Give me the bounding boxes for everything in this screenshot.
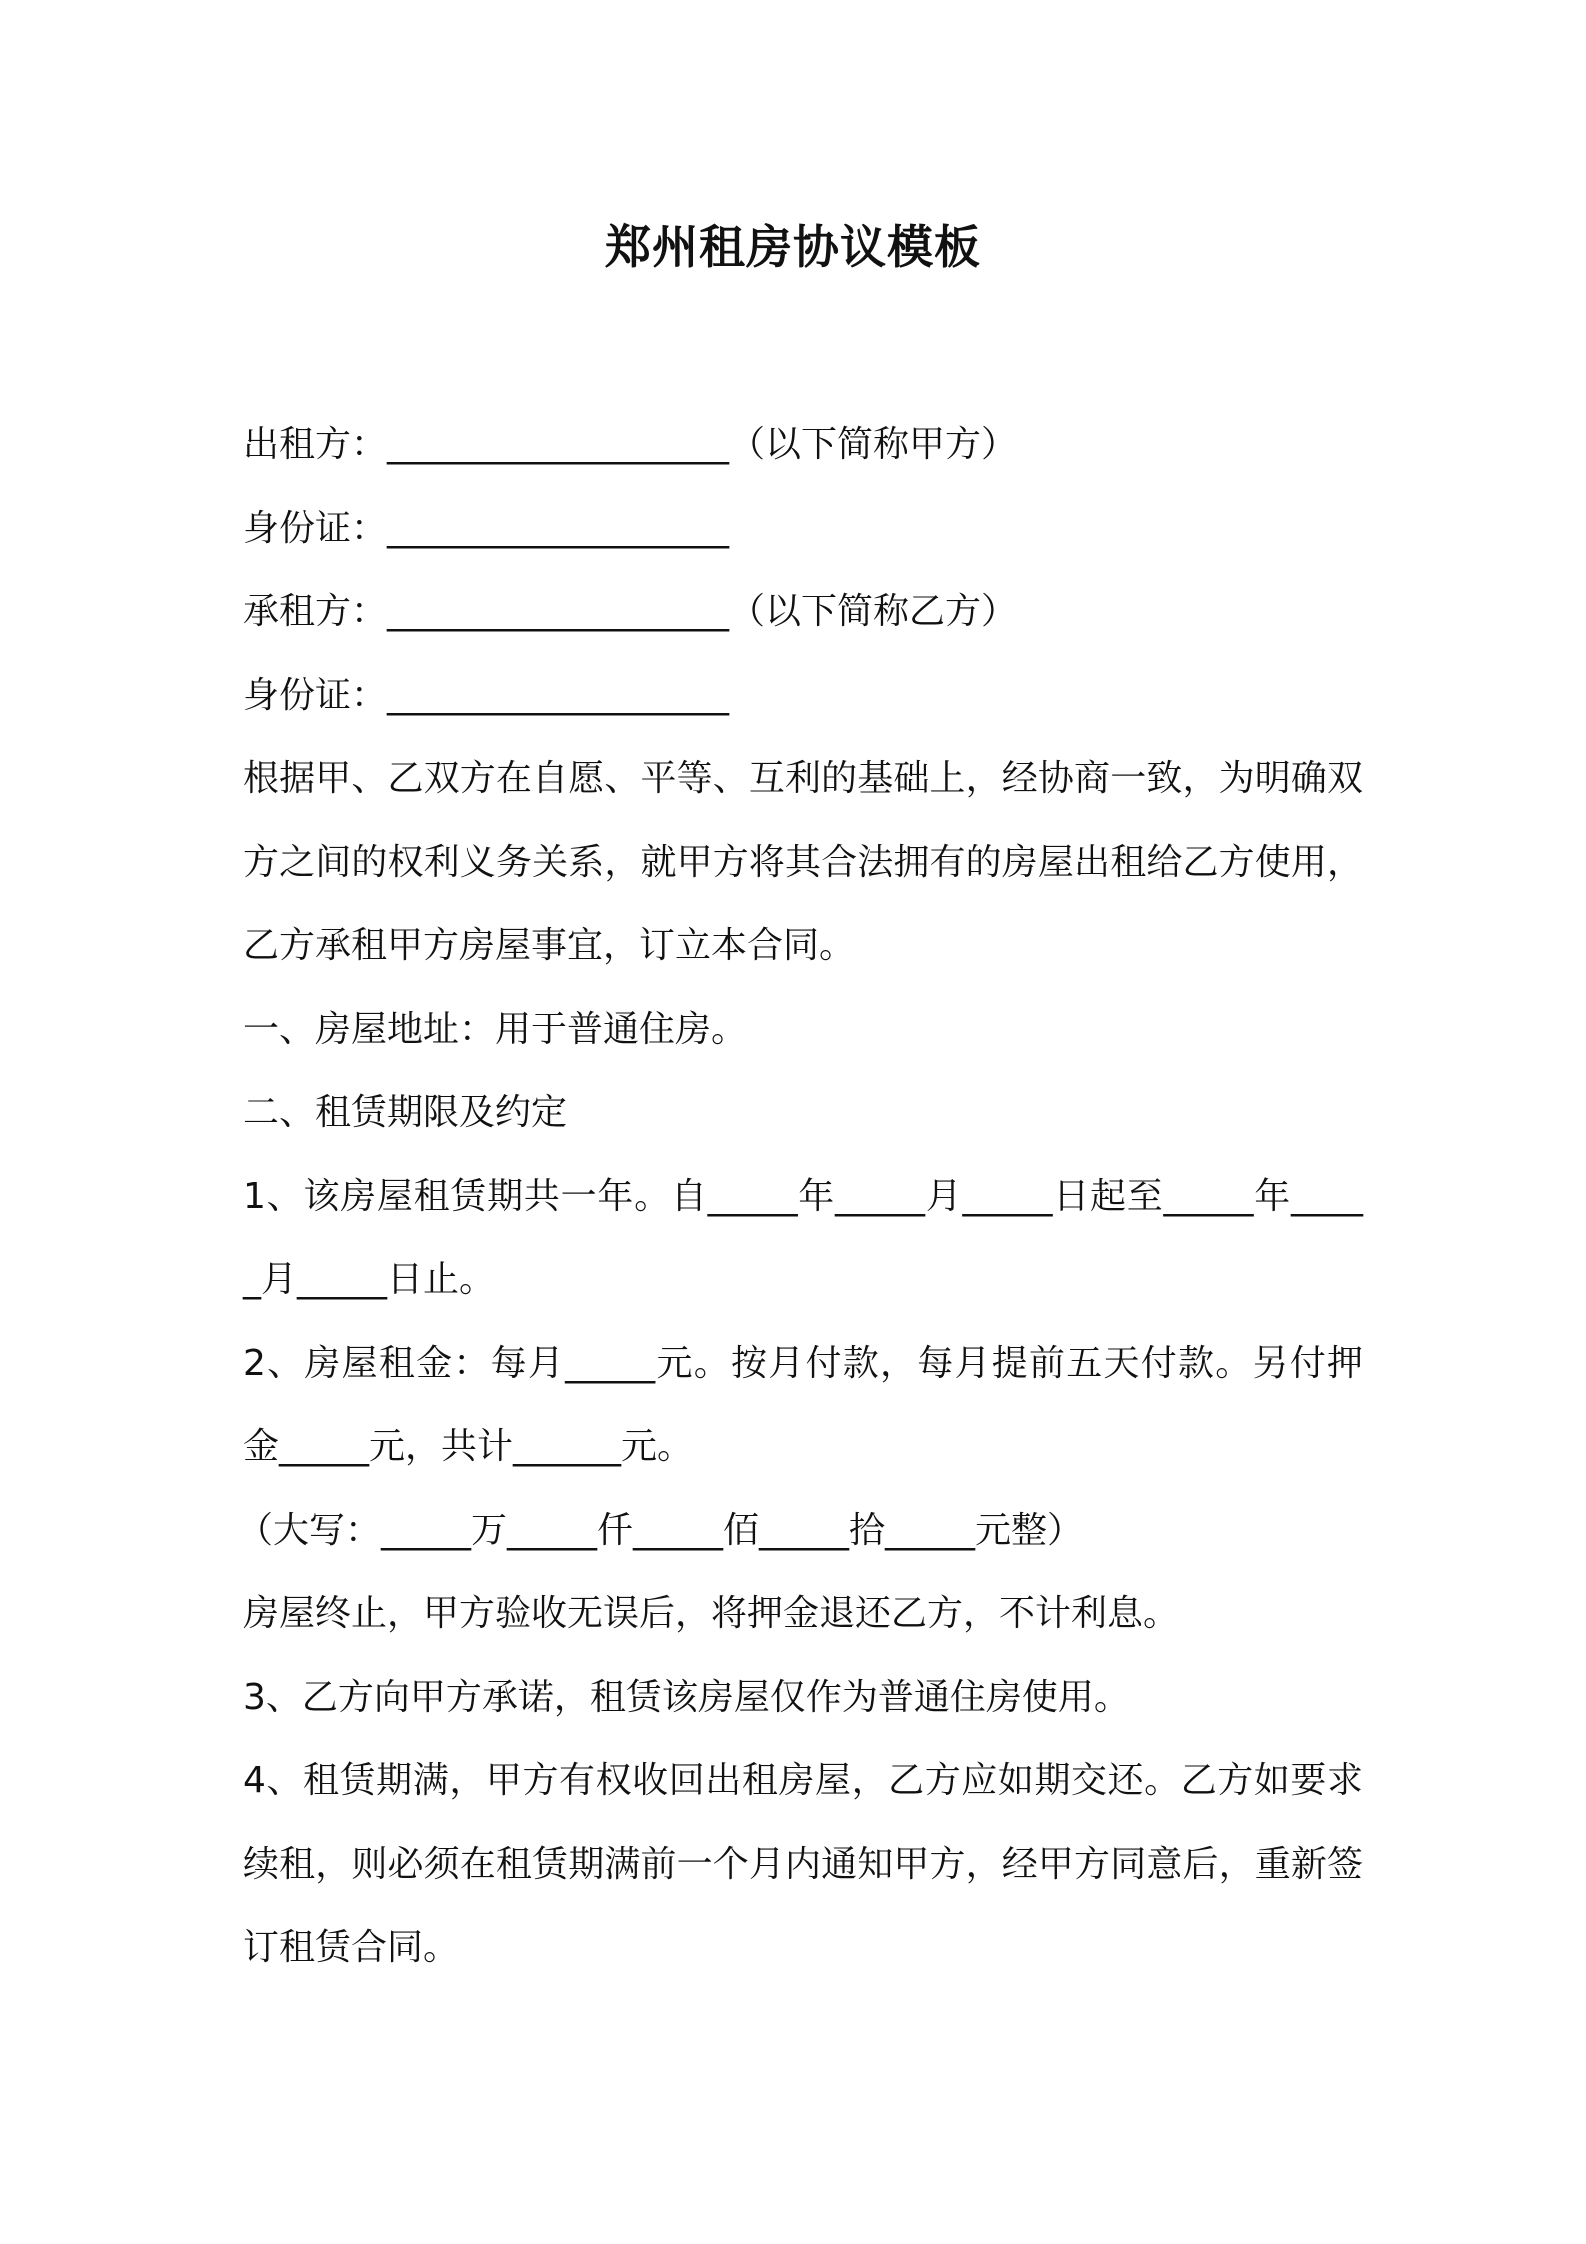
section-lease-term-heading: 二、租赁期限及约定 [243, 1092, 568, 1133]
lessee-id-line: 身份证：___________________ [243, 674, 730, 716]
clause-deposit-refund: 房屋终止，甲方验收无误后，将押金退还乙方，不计利息。 [243, 1593, 1180, 1634]
lessee-line: 承租方：___________________（以下简称乙方） [243, 591, 1018, 632]
section-house-address: 一、房屋地址：用于普通住房。 [243, 1008, 748, 1050]
clause-usage-promise: 3、乙方向甲方承诺，租赁该房屋仅作为普通住房使用。 [243, 1676, 1130, 1718]
lessor-line: 出租方：___________________（以下简称甲方） [243, 424, 1018, 465]
clause-lease-expiry: 4、租赁期满，甲方有权收回出租房屋，乙方应如期交还。乙方如要求续租，则必须在租赁期满前一个月内通知甲方，经甲方同意后，重新签订租赁合同。 [243, 1760, 1363, 1968]
document-body [237, 403, 1363, 1990]
clause-rent-capital: （大写：_____万_____仟_____佰_____拾_____元整） [237, 1509, 1084, 1551]
document-title: 郑州租房协议模板 [605, 220, 981, 274]
lessor-id-line: 身份证：___________________ [243, 507, 730, 549]
clause-rent: 2、房屋租金：每月_____元。按月付款，每月提前五天付款。另付押金_____元，共计______元。 [243, 1342, 1363, 1467]
preamble-paragraph: 根据甲、乙双方在自愿、平等、互利的基础上，经协商一致，为明确双方之间的权利义务关系，就甲方将其合法拥有的房屋出租给乙方使用，乙方承租甲方房屋事宜，订立本合同。 [243, 758, 1363, 966]
clause-lease-period: 1、该房屋租赁期共一年。自_____年_____月_____日起至_____年_____月_____日止。 [243, 1175, 1363, 1300]
